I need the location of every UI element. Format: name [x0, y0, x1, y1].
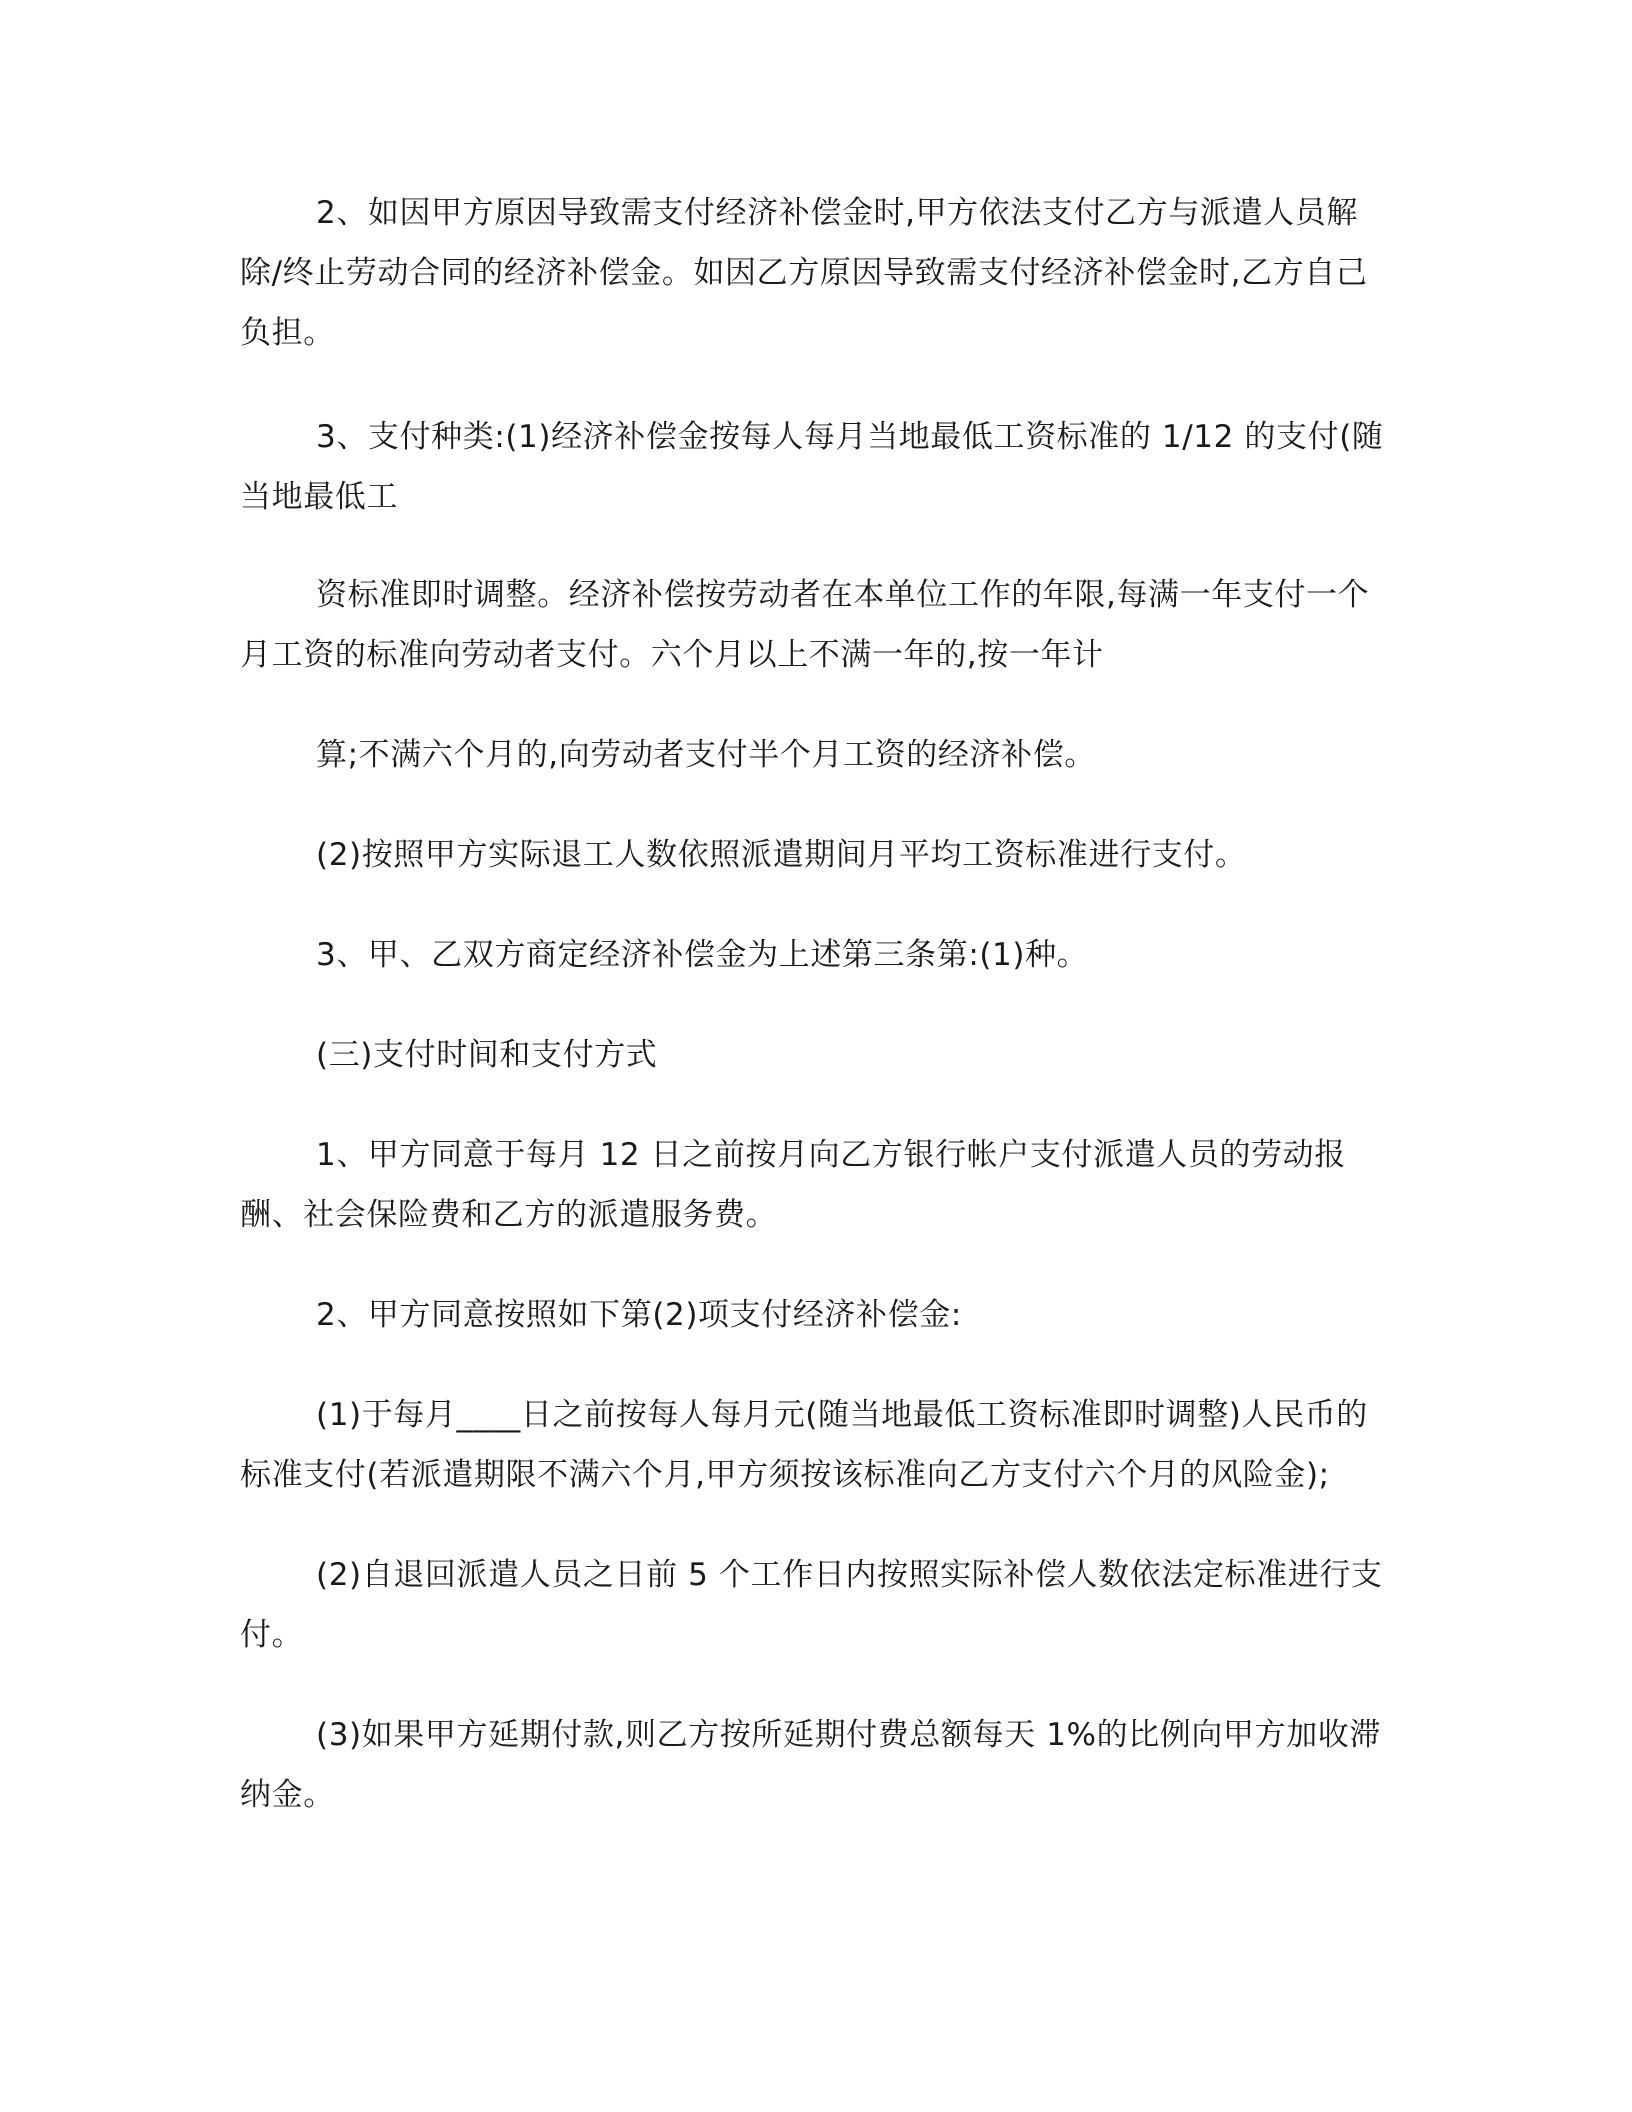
paragraph-line: 酬、社会保险费和乙方的派遣服务费。: [240, 1197, 778, 1233]
paragraph-line: 当地最低工: [240, 479, 398, 515]
paragraph-11: [240, 1545, 1383, 1665]
paragraph-4: [240, 725, 1378, 785]
paragraph-1: [240, 183, 1378, 363]
paragraph-line: 除/终止劳动合同的经济补偿金。如因乙方原因导致需支付经济补偿金时,乙方自己: [240, 255, 1368, 291]
paragraph-line: 资标准即时调整。经济补偿按劳动者在本单位工作的年限,每满一年支付一个: [316, 577, 1370, 613]
paragraph-line: 2、如因甲方原因导致需支付经济补偿金时,甲方依法支付乙方与派遣人员解: [316, 195, 1358, 231]
paragraph-5: [240, 825, 1378, 885]
paragraph-12: [240, 1705, 1381, 1825]
paragraph-line: (2)自退回派遣人员之日前 5 个工作日内按照实际补偿人数依法定标准进行支: [316, 1557, 1383, 1593]
paragraph-line: (1)于每月____日之前按每人每月元(随当地最低工资标准即时调整)人民币的: [316, 1397, 1368, 1433]
paragraph-line: 纳金。: [240, 1777, 335, 1813]
paragraph-line: 算;不满六个月的,向劳动者支付半个月工资的经济补偿。: [316, 737, 1096, 773]
paragraph-line: 月工资的标准向劳动者支付。六个月以上不满一年的,按一年计: [240, 637, 1104, 673]
paragraph-line: 付。: [240, 1617, 304, 1653]
paragraph-10: [240, 1385, 1378, 1505]
paragraph-3: [240, 565, 1378, 685]
paragraph-line: (3)如果甲方延期付款,则乙方按所延期付费总额每天 1%的比例向甲方加收滞: [316, 1717, 1381, 1753]
paragraph-line: 3、甲、乙双方商定经济补偿金为上述第三条第:(1)种。: [316, 937, 1089, 973]
paragraph-2: [240, 407, 1384, 527]
paragraph-line: 负担。: [240, 315, 335, 351]
paragraph-line: 1、甲方同意于每月 12 日之前按月向乙方银行帐户支付派遣人员的劳动报: [316, 1137, 1346, 1173]
paragraph-line: 标准支付(若派遣期限不满六个月,甲方须按该标准向乙方支付六个月的风险金);: [240, 1457, 1330, 1493]
paragraph-9: [240, 1285, 1378, 1345]
section-heading: [240, 1025, 1378, 1085]
paragraph-line: (2)按照甲方实际退工人数依照派遣期间月平均工资标准进行支付。: [316, 837, 1247, 873]
paragraph-8: [240, 1125, 1378, 1245]
paragraph-line: 2、甲方同意按照如下第(2)项支付经济补偿金:: [316, 1297, 962, 1333]
paragraph-line: (三)支付时间和支付方式: [316, 1037, 658, 1073]
paragraph-6: [240, 925, 1378, 985]
paragraph-line: 3、支付种类:(1)经济补偿金按每人每月当地最低工资标准的 1/12 的支付(随: [316, 419, 1384, 455]
